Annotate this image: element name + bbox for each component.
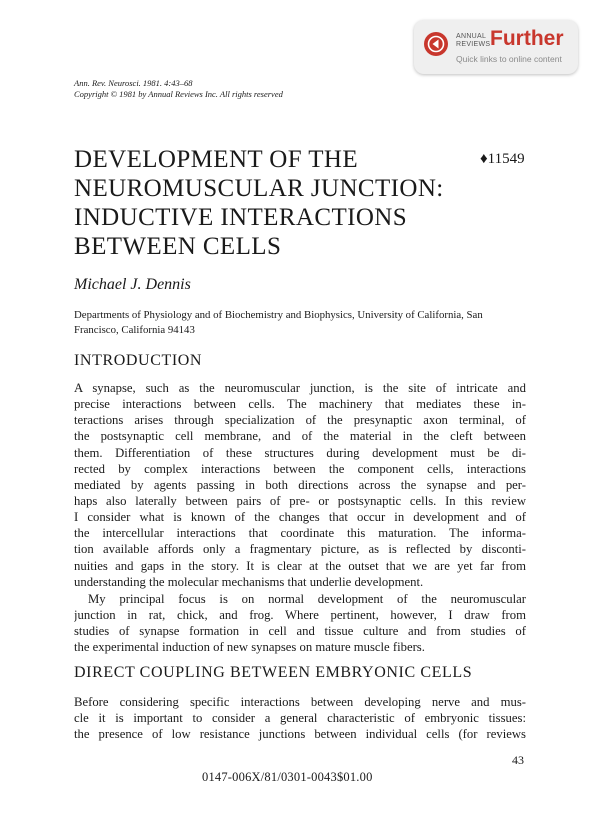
badge-further-label: Further	[490, 27, 564, 50]
text-line: rected by complex interactions between the component cells, interactions	[74, 461, 526, 476]
footer-code: 0147-006X/81/0301-0043$01.00	[202, 770, 373, 784]
text-line: precise interactions between cells. The machinery that mediates these in-	[74, 397, 526, 412]
citation-line: Ann. Rev. Neurosci. 1981. 4:43–68	[74, 78, 193, 88]
badge-subtitle: Quick links to online content	[456, 54, 562, 64]
text-line: the postsynaptic cell membrane, and of the material in the cleft between	[74, 429, 526, 444]
page-number: 43	[512, 753, 524, 767]
text-line: tion available affords only a fragmentary picture, as is reflected by disconti-	[74, 542, 526, 557]
title-line: BETWEEN CELLS	[74, 233, 282, 260]
text-line: them. Differentiation of these structures during development must be di-	[74, 445, 526, 460]
text-line: studies of synapse formation in cell and tissue culture and from studies of	[74, 624, 526, 639]
section-heading-direct-coupling: DIRECT COUPLING BETWEEN EMBRYONIC CELLS	[74, 664, 473, 681]
direct-coupling-paragraph-1	[74, 694, 526, 742]
introduction-paragraph-2	[74, 591, 526, 656]
text-line: mediated by agents passing in both directions across the synapse and per-	[74, 477, 526, 492]
section-heading-introduction: INTRODUCTION	[74, 352, 203, 369]
text-line: junction in rat, chick, and frog. Where pertinent, however, I draw from	[74, 608, 526, 623]
badge-annual-label: ANNUAL	[456, 33, 487, 40]
text-line: haps also laterally between pairs of pre- or postsynaptic cells. In this review	[74, 493, 526, 508]
text-line: the presence of low resistance junctions between individual cells (for reviews	[74, 727, 526, 742]
article-title	[74, 145, 454, 261]
text-line: the intercellular interactions that coordinate this maturation. The informa-	[74, 526, 526, 541]
text-line: My principal focus is on normal development of the neuromuscular	[88, 592, 526, 606]
annual-reviews-further-badge[interactable]	[414, 20, 578, 74]
text-line: teractions arises through specialization of the presynaptic axon terminal, of	[74, 413, 526, 428]
title-line: INDUCTIVE INTERACTIONS	[74, 204, 408, 231]
badge-reviews-label: REVIEWS	[456, 41, 491, 48]
title-line: DEVELOPMENT OF THE	[74, 146, 359, 173]
text-line: understanding the molecular mechanisms that underlie development.	[74, 574, 424, 589]
author-name: Michael J. Dennis	[74, 276, 191, 293]
annual-reviews-logo-text	[456, 33, 490, 49]
journal-citation	[74, 78, 283, 100]
copyright-line: Copyright © 1981 by Annual Reviews Inc. All rights reserved	[74, 89, 283, 99]
text-line: nuities and gaps in the story. It is clear at the outset that we are yet far from	[74, 558, 526, 573]
text-line: Before considering specific interactions between developing nerve and mus-	[74, 695, 526, 709]
text-line: I consider what is known of the changes that occur in development and of	[74, 510, 526, 525]
text-line: the experimental induction of new synapses on mature muscle fibers.	[74, 640, 425, 655]
text-line: cle it is important to consider a general characteristic of embryonic tissues:	[74, 711, 526, 726]
author-affiliation: Departments of Physiology and of Biochemistry and Biophysics, University of California, San Francisco, California 94143	[74, 309, 483, 336]
introduction-paragraph-1	[74, 380, 526, 590]
title-line: NEUROMUSCULAR JUNCTION:	[74, 175, 444, 202]
text-line: A synapse, such as the neuromuscular junction, is the site of intricate and	[74, 381, 526, 395]
play-arrow-icon	[424, 32, 448, 56]
article-id: ♦11549	[480, 151, 525, 167]
